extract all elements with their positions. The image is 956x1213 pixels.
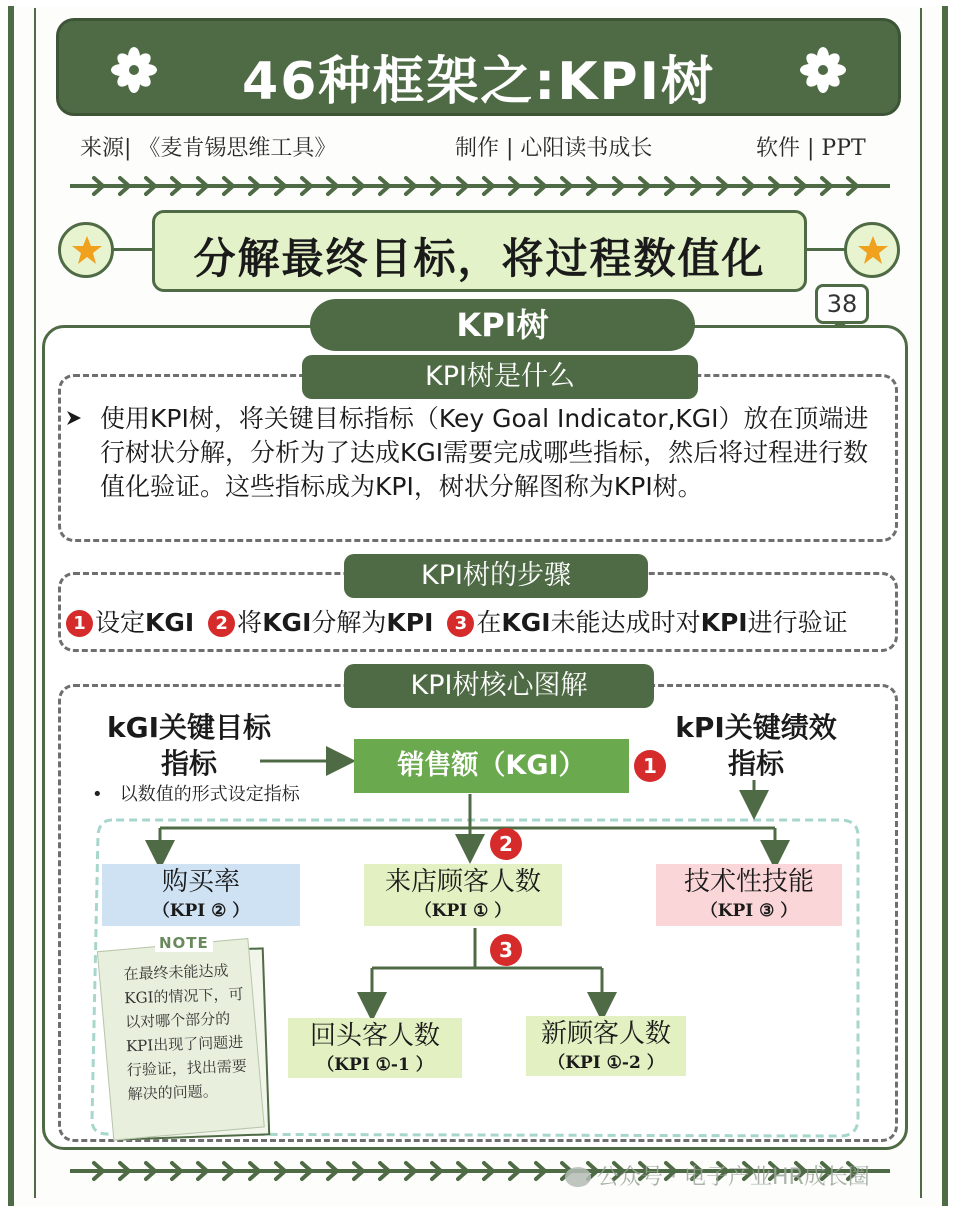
step-3-text-c: 未能达成时对 xyxy=(550,608,701,637)
node-buy-rate-name: 购买率 xyxy=(161,867,240,897)
step-3-kgi: KGI xyxy=(501,608,551,637)
step-2-text-a: 将 xyxy=(237,608,263,637)
node-skill xyxy=(656,864,842,926)
step-3-text-a: 在 xyxy=(476,608,502,637)
note-text: 在最终未能达成KGI的情况下，可以对哪个部分的KPI出现了问题进行验证，找出需要解决的问题。 xyxy=(123,961,248,1104)
step-number-1: 1 xyxy=(66,610,93,637)
star-badge-right xyxy=(844,222,900,278)
source-maker: 制作 | 心阳读书成长 xyxy=(455,136,653,161)
source-origin: 来源| 《麦肯锡思维工具》 xyxy=(80,136,337,161)
steps-section-title: KPI树的步骤 xyxy=(344,554,648,598)
step-1-text: 设定 xyxy=(95,608,146,637)
step-2-kpi: KPI xyxy=(386,608,434,637)
node-skill-kpi: （KPI ③ ） xyxy=(700,901,798,921)
subtitle: 分解最终目标，将过程数值化 xyxy=(193,234,766,283)
kgi-bullet-text: 以数值的形式设定指标 xyxy=(119,784,300,805)
flower-icon xyxy=(800,47,846,93)
note-title: NOTE xyxy=(155,934,213,952)
watermark-text: 公众号 · 电子产业HR成长圈 xyxy=(597,1165,870,1190)
node-visitors-kpi: （KPI ① ） xyxy=(414,901,512,921)
node-returning-kpi: （KPI ①-1 ） xyxy=(317,1055,433,1075)
node-new-name: 新顾客人数 xyxy=(540,1019,671,1049)
node-skill-name: 技术性技能 xyxy=(683,867,814,897)
kgi-bullet: • 以数值的形式设定指标 xyxy=(92,784,300,805)
marker-3: 3 xyxy=(490,934,522,966)
step-2-text-c: 分解为 xyxy=(311,608,387,637)
step-number-3: 3 xyxy=(447,610,474,637)
node-returning xyxy=(288,1018,462,1078)
node-visitors xyxy=(364,864,562,926)
kgi-label-line2: 指标 xyxy=(160,747,217,780)
note-card xyxy=(110,947,270,1140)
marker-2: 2 xyxy=(490,828,522,860)
root-node-kgi: 销售额（KGI） xyxy=(354,739,629,793)
kgi-label-line1: kGI关键目标 xyxy=(106,711,272,744)
star-icon xyxy=(71,234,103,266)
step-2-kgi: KGI xyxy=(262,608,312,637)
page-number-badge: 38 xyxy=(815,284,869,324)
title-banner xyxy=(56,18,901,116)
what-section-title: KPI树是什么 xyxy=(302,355,698,399)
steps-line xyxy=(66,606,896,640)
step-3-text-e: 进行验证 xyxy=(747,608,848,637)
main-section-title: KPI树 xyxy=(310,299,695,351)
arrow-bullet-icon xyxy=(64,408,84,428)
kpi-label xyxy=(660,710,852,782)
node-buy-rate-kpi: （KPI ② ） xyxy=(152,901,250,921)
marker-1: 1 xyxy=(634,750,666,782)
step-1-kgi: KGI xyxy=(145,608,195,637)
step-3-kpi: KPI xyxy=(700,608,748,637)
what-description: 使用KPI树，将关键目标指标（Key Goal Indicator,KGI）放在顶端进行树状分解，分析为了达成KGI需要完成哪些指标，然后将过程进行数值化验证。这些指标成为KPI，树状分解图称为KPI树。 xyxy=(100,404,869,501)
step-number-2: 2 xyxy=(208,610,235,637)
star-icon xyxy=(857,234,889,266)
kpi-label-line2: 指标 xyxy=(727,747,784,780)
watermark xyxy=(565,1160,870,1191)
subtitle-box xyxy=(152,210,807,292)
node-new-kpi: （KPI ①-2 ） xyxy=(548,1053,664,1073)
wechat-icon xyxy=(565,1167,591,1187)
kpi-label-line1: kPI关键绩效 xyxy=(675,711,837,744)
node-returning-name: 回头客人数 xyxy=(309,1021,440,1051)
node-new xyxy=(526,1016,686,1076)
arrow-divider-top xyxy=(70,175,890,197)
star-badge-left xyxy=(58,222,114,278)
source-software: 软件 | PPT xyxy=(756,136,866,161)
diagram-section-title: KPI树核心图解 xyxy=(344,664,654,708)
kgi-label xyxy=(96,710,282,782)
source-row xyxy=(0,131,956,163)
page-title: 46种框架之:KPI树 xyxy=(242,52,715,112)
node-visitors-name: 来店顾客人数 xyxy=(384,867,541,897)
node-buy-rate xyxy=(102,864,300,926)
